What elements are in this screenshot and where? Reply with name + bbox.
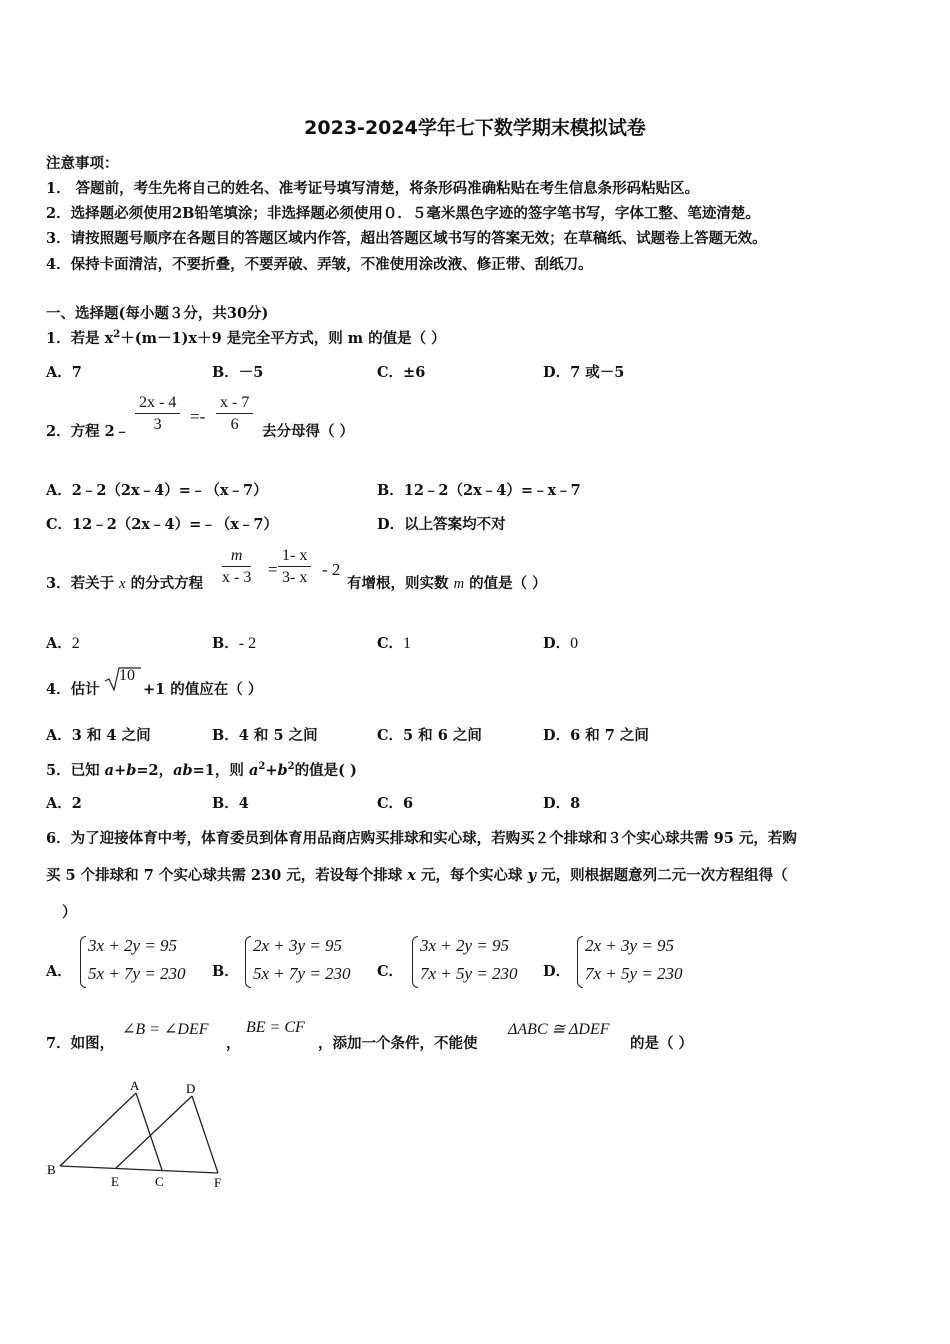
fraction: $\frac{1- x}{3- x}$ [278, 546, 311, 589]
q2-option-a[interactable]: A．2﹣2（2x﹣4）=﹣（x﹣7） [46, 482, 268, 499]
q1-option-c[interactable]: C．±6 [377, 364, 426, 381]
q4-option-b[interactable]: B．4 和 5 之间 [212, 727, 318, 744]
q1-option-b[interactable]: B．－5 [212, 364, 264, 381]
label-f: F [214, 1175, 222, 1190]
notice-item: 3．请按照题号顺序在各题目的答题区域内作答，超出答题区域书写的答案无效；在草稿纸、试题卷上答题无效。 [46, 230, 767, 247]
radicand: 10 [119, 667, 135, 684]
label-b: B [47, 1162, 56, 1177]
notice-item: 1． 答题前，考生先将自己的姓名、准考证号填写清楚，将条形码准确粘贴在考生信息条形码粘贴区。 [46, 180, 700, 197]
notice-item: 2．选择题必须使用2B铅笔填涂；非选择题必须使用０．５毫米黑色字迹的签字笔书写，字体工整、笔迹清楚。 [46, 205, 760, 222]
q3-option-a[interactable]: A．2 [46, 635, 80, 652]
fraction: $\frac{x - 7}{6}$ [216, 393, 253, 436]
question-7-suffix: 的是（ ） [630, 1035, 694, 1052]
q4-option-d[interactable]: D．6 和 7 之间 [543, 727, 649, 744]
q6-option-a-label[interactable]: A． [46, 963, 72, 980]
q6-option-d-system[interactable]: 2x + 3y = 95 7x + 5y = 230 [585, 936, 683, 983]
question-3-suffix: 有增根，则实数 m 的值是（ ） [347, 575, 547, 592]
q5-option-d[interactable]: D．8 [543, 795, 581, 812]
triangle-figure [40, 1070, 240, 1195]
q4-option-c[interactable]: C．5 和 6 之间 [377, 727, 482, 744]
q3-option-c[interactable]: C．1 [377, 635, 412, 652]
q2-option-d[interactable]: D．以上答案均不对 [377, 516, 506, 533]
question-1: 1．若是 $x^2+(m-1)x+9$ 是完全平方式，则 m 的值是（ ） [46, 329, 446, 347]
condition-angle: ∠B = ∠DEF [122, 1021, 209, 1038]
q6-option-b-label[interactable]: B． [212, 963, 239, 980]
minus-two: - 2 [322, 560, 341, 579]
question-4-prefix: 4．估计 [46, 681, 100, 698]
q2-option-c[interactable]: C．12﹣2（2x﹣4）=﹣（x﹣7） [46, 516, 279, 533]
brace [412, 936, 418, 988]
label-a: A [130, 1078, 140, 1093]
question-4-suffix: +1 的值应在（ ） [143, 681, 263, 698]
question-7-middle: ，添加一个条件，不能使 [318, 1035, 478, 1052]
notice-heading: 注意事项： [46, 155, 119, 172]
q3-option-b[interactable]: B．- 2 [212, 635, 257, 652]
label-e: E [111, 1174, 119, 1189]
equals-sign: = [268, 560, 278, 579]
equals-sign: =- [190, 407, 206, 426]
q6-option-b-system[interactable]: 2x + 3y = 95 5x + 7y = 230 [253, 936, 351, 983]
question-2-suffix: 去分母得（ ） [262, 423, 355, 440]
brace [577, 936, 583, 988]
q5-option-a[interactable]: A．2 [46, 795, 82, 812]
fraction: $\frac{2x - 4}{3}$ [135, 393, 180, 436]
q6-option-d-label[interactable]: D． [543, 963, 571, 980]
brace [80, 936, 86, 988]
question-7-prefix: 7．如图， [46, 1035, 115, 1052]
q6-option-a-system[interactable]: 3x + 2y = 95 5x + 7y = 230 [88, 936, 186, 983]
congruence-statement: ΔABC ≅ ΔDEF [508, 1021, 610, 1038]
q2-option-b[interactable]: B．12﹣2（2x﹣4）=﹣x﹣7 [377, 482, 581, 499]
q3-option-d[interactable]: D．0 [543, 635, 579, 652]
q1-option-a[interactable]: A．7 [46, 364, 82, 381]
section-heading: 一、选择题(每小题３分，共30分) [46, 305, 269, 322]
q5-option-b[interactable]: B．4 [212, 795, 249, 812]
question-6-line-2: 买 5 个排球和 7 个实心球共需 230 元，若设每个排球 x 元，每个实心球 y 元，则根据题意列二元一次方程组得（ [46, 867, 788, 884]
condition-segment: BE = CF [246, 1019, 305, 1036]
question-3: 3．若关于 x 的分式方程 [46, 575, 204, 592]
notice-item: 4．保持卡面清洁，不要折叠，不要弄破、弄皱，不准使用涂改液、修正带、刮纸刀。 [46, 256, 593, 273]
fraction: $\frac{m}{x - 3}$ [222, 547, 252, 586]
label-d: D [186, 1081, 196, 1096]
separator: ， [226, 1035, 241, 1052]
question-2-prefix: 2．方程 2﹣ [46, 423, 130, 440]
q6-option-c-system[interactable]: 3x + 2y = 95 7x + 5y = 230 [420, 936, 518, 983]
question-6-line-3: ） [62, 904, 77, 921]
label-c: C [155, 1174, 164, 1189]
q5-option-c[interactable]: C．6 [377, 795, 414, 812]
question-6-line-1: 6．为了迎接体育中考，体育委员到体育用品商店购买排球和实心球，若购买２个排球和３个实心球共需 95 元，若购 [46, 830, 797, 847]
question-5: 5．已知 a+b=2，ab=1，则 $a^2+b^2$的值是( ) [46, 761, 357, 779]
q6-option-c-label[interactable]: C． [377, 963, 404, 980]
q4-option-a[interactable]: A．3 和 4 之间 [46, 727, 151, 744]
page-title: 2023-2024学年七下数学期末模拟试卷 [304, 117, 646, 139]
brace [245, 936, 251, 988]
q1-option-d[interactable]: D．7 或－5 [543, 364, 625, 381]
